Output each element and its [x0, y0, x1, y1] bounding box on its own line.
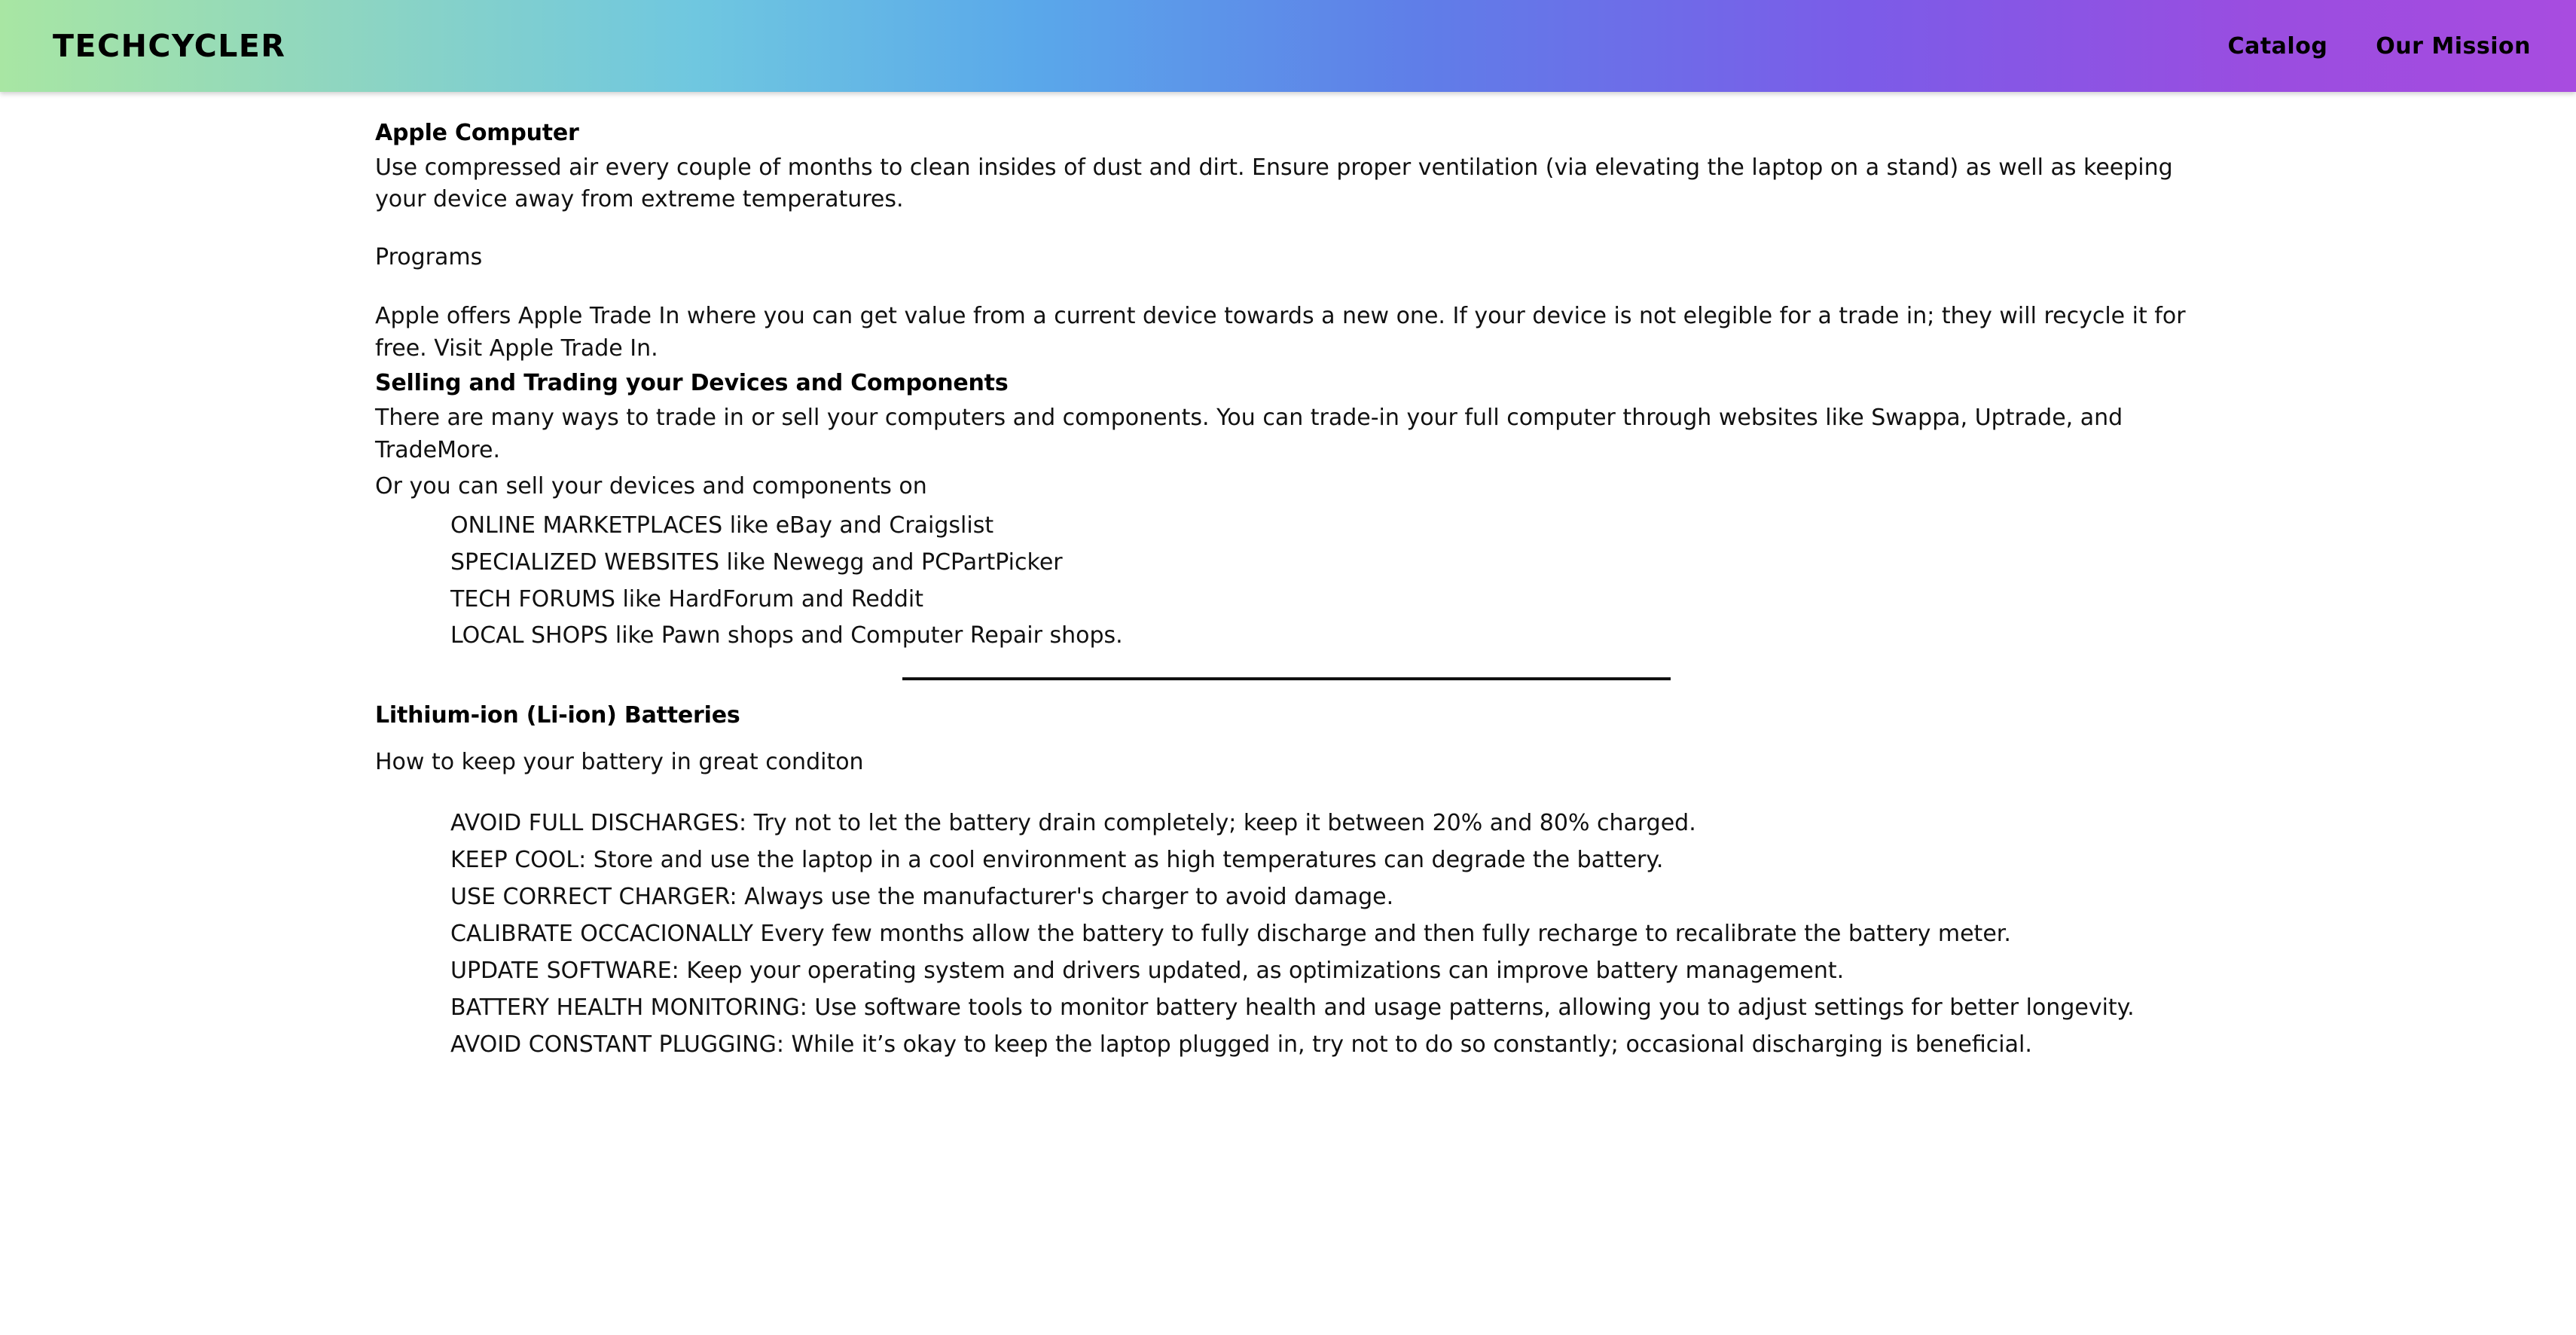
site-logo[interactable]: TECHCYCLER	[53, 28, 286, 64]
section-selling-trading	[375, 369, 2303, 655]
list-item: LOCAL SHOPS like Pawn shops and Computer Repair shops.	[450, 622, 1123, 649]
section-divider	[902, 677, 1671, 680]
selling-trading-heading: Selling and Trading your Devices and Components	[375, 370, 1009, 397]
selling-channels-lead-in: Or you can sell your devices and components on	[375, 473, 927, 500]
selling-trading-paragraph: There are many ways to trade in or sell your computers and components. You can trade-in your full computer through websites like Swappa, Uptrade, and TradeMore.	[375, 404, 2123, 463]
page-content	[0, 92, 2576, 1335]
site-header	[0, 0, 2576, 92]
list-item: AVOID CONSTANT PLUGGING: While it’s okay to keep the laptop plugged in, try not to do so constantly; occasional discharging is beneficial.	[450, 1031, 2032, 1058]
section-apple-computer	[375, 119, 2303, 365]
list-item: TECH FORUMS like HardForum and Reddit	[450, 585, 923, 613]
list-item: USE CORRECT CHARGER: Always use the manufacturer's charger to avoid damage.	[450, 884, 1394, 911]
section-lithium-ion-batteries	[375, 701, 2303, 1063]
battery-heading: Lithium-ion (Li-ion) Batteries	[375, 702, 740, 729]
list-item: SPECIALIZED WEBSITES like Newegg and PCPartPicker	[450, 548, 1063, 576]
list-item: BATTERY HEALTH MONITORING: Use software tools to monitor battery health and usage patterns, allowing you to adjust settings for better longevity.	[450, 994, 2135, 1021]
battery-tips-list	[375, 805, 2303, 1063]
list-item: CALIBRATE OCCACIONALLY Every few months allow the battery to fully discharge and then fully recharge to recalibrate the battery meter.	[450, 921, 2011, 948]
list-item: KEEP COOL: Store and use the laptop in a cool environment as high temperatures can degrade the battery.	[450, 847, 1664, 874]
primary-nav	[2228, 33, 2531, 60]
content-column	[375, 119, 2303, 1064]
article	[0, 92, 2576, 1064]
apple-programs-text: Apple offers Apple Trade In where you can get value from a current device towards a new one. If your device is not elegible for a trade in; they will recycle it for free. Visit Apple Trade In.	[375, 303, 2186, 362]
apple-computer-paragraph: Use compressed air every couple of months to clean insides of dust and dirt. Ensure proper ventilation (via elevating the laptop on a stand) as well as keeping your device away from extreme temperatures.	[375, 154, 2173, 213]
battery-subtitle: How to keep your battery in great conditon	[375, 748, 864, 775]
nav-link-our-mission[interactable]: Our Mission	[2376, 32, 2531, 60]
apple-programs-label: Programs	[375, 243, 483, 270]
list-item: ONLINE MARKETPLACES like eBay and Craigslist	[450, 512, 994, 539]
apple-computer-heading: Apple Computer	[375, 120, 579, 146]
nav-link-catalog[interactable]: Catalog	[2227, 32, 2328, 60]
section-divider-wrap	[375, 677, 2303, 680]
list-item: UPDATE SOFTWARE: Keep your operating system and drivers updated, as optimizations can improve battery management.	[450, 957, 1845, 984]
list-item: AVOID FULL DISCHARGES: Try not to let the battery drain completely; keep it between 20% and 80% charged.	[450, 810, 1696, 837]
selling-channels-list	[375, 508, 2303, 655]
